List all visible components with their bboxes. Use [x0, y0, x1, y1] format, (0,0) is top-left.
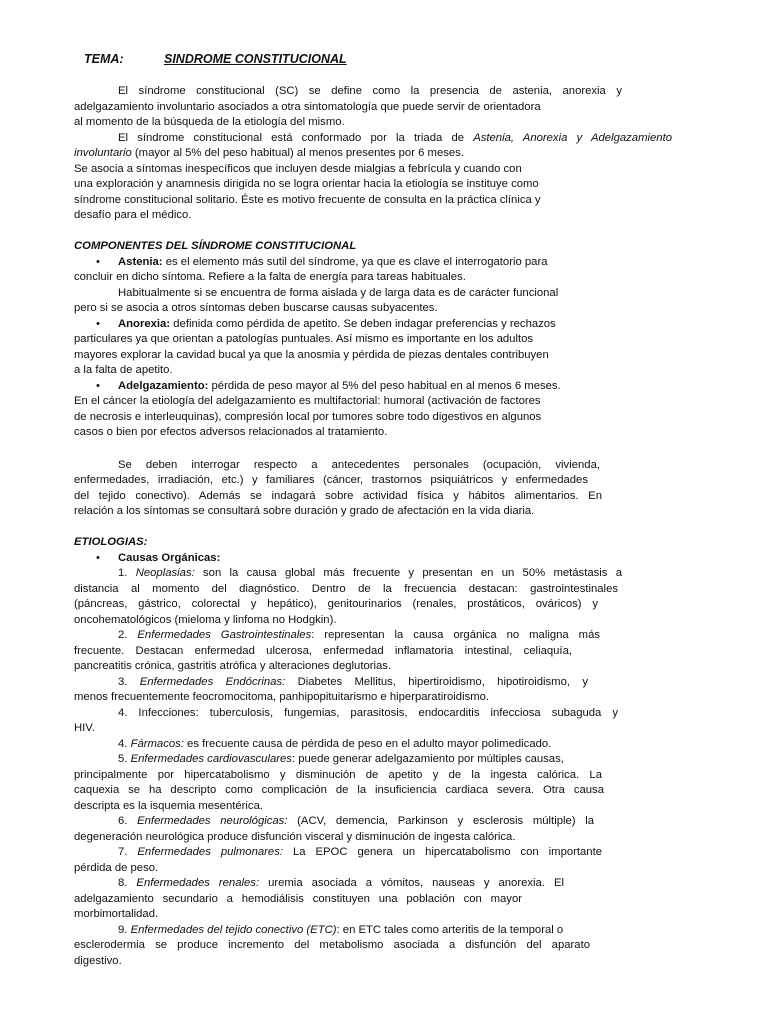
etiology-line: 9. Enfermedades del tejido conectivo (ETC): en ETC tales como arteritis de la temporal o: [118, 924, 564, 936]
intro-line: desafío para el médico.: [74, 209, 192, 221]
etiology-line: 6. Enfermedades neurológicas: (ACV, demencia, Parkinson y esclerosis múltiple) la: [118, 815, 594, 827]
etiology-line: 4. Infecciones: tuberculosis, fungemias, parasitosis, endocarditis infecciosa subaguda y: [118, 707, 618, 719]
interrogatorio-line: enfermedades, irradiación, etc.) y familiares (cáncer, trastornos psiquiátricos y enfermedades: [74, 474, 588, 486]
interrogatorio-line: Se deben interrogar respecto a antecedentes personales (ocupación, vivienda,: [118, 459, 600, 471]
bullet: •: [96, 256, 100, 268]
anorexia-line: Anorexia: definida como pérdida de apetito. Se deben indagar preferencias y rechazos: [118, 318, 556, 330]
etiology-line: 5. Enfermedades cardiovasculares: puede generar adelgazamiento por múltiples causas,: [118, 753, 564, 765]
anorexia-line: particulares ya que orientan a patologías puntuales. Así mismo es importante en los adultos: [74, 333, 534, 345]
etiology-line: pérdida de peso.: [74, 862, 159, 874]
intro-line: una exploración y anamnesis dirigida no se logra orientar hacia la etiología se instituye como: [74, 178, 539, 190]
astenia-line: pero si se asocia a otros síntomas deben buscarse causas subyacentes.: [74, 302, 438, 314]
etiology-line: 2. Enfermedades Gastrointestinales: representan la causa orgánica no maligna más: [118, 629, 600, 641]
etiology-line: 1. Neoplasias: son la causa global más frecuente y presentan en un 50% metástasis a: [118, 567, 622, 579]
intro-line: Se asocia a síntomas inespecíficos que incluyen desde mialgias a febrícula y cuando con: [74, 163, 522, 175]
organic-causes-heading: Causas Orgánicas:: [118, 552, 221, 564]
etiology-line: pancreatitis crónica, gastritis atrófica y alteraciones deglutorias.: [74, 660, 392, 672]
interrogatorio-line: relación a los síntomas se consultará sobre duración y grado de afectación en la vida diaria.: [74, 505, 535, 517]
etiology-line: 3. Enfermedades Endócrinas: Diabetes Mellitus, hipertiroidismo, hipotiroidismo, y: [118, 676, 588, 688]
intro-line: El síndrome constitucional (SC) se define como la presencia de astenia, anorexia y: [118, 85, 622, 97]
intro-line: síndrome constitucional solitario. Éste es motivo frecuente de consulta en la práctica clínica y: [74, 194, 541, 206]
etiology-line: frecuente. Destacan enfermedad ulcerosa, enfermedad inflamatoria intestinal, celiaquía,: [74, 645, 572, 657]
etiology-line: principalmente por hipercatabolismo y disminución de apetito y de la ingesta calórica. La: [74, 769, 602, 781]
adelgazamiento-line: casos o bien por efectos adversos relacionados al tratamiento.: [74, 426, 388, 438]
etiology-line: morbimortalidad.: [74, 908, 159, 920]
bullet: •: [96, 318, 100, 330]
anorexia-line: a la falta de apetito.: [74, 364, 173, 376]
intro-line: involuntario (mayor al 5% del peso habitual) al menos presentes por 6 meses.: [74, 147, 464, 159]
astenia-line: Habitualmente si se encuentra de forma aislada y de larga data es de carácter funcional: [118, 287, 559, 299]
etiology-line: menos frecuentemente feocromocitoma, panhipopituitarismo e hiperparatiroidismo.: [74, 691, 490, 703]
bullet: •: [96, 380, 100, 392]
etiology-line: adelgazamiento secundario a hemodiálisis constituyen una población con mayor: [74, 893, 522, 905]
etiology-line: 8. Enfermedades renales: uremia asociada a vómitos, nauseas y anorexia. El: [118, 877, 564, 889]
etiology-line: 7. Enfermedades pulmonares: La EPOC genera un hipercatabolismo con importante: [118, 846, 602, 858]
etiology-line: digestivo.: [74, 955, 122, 967]
etiology-line: esclerodermia se produce incremento del metabolismo asociada a disfunción del aparato: [74, 939, 590, 951]
adelgazamiento-line: de necrosis e interleuquinas), compresión local por tumores sobre todo digestivos en algunos: [74, 411, 542, 423]
etiology-line: distancia al momento del diagnóstico. Dentro de la frecuencia destacan: gastrointestinales: [74, 583, 618, 595]
etiology-line: caquexia se ha descripto como complicación de la insuficiencia cardiaca severa. Otra causa: [74, 784, 604, 796]
etiology-line: 4. Fármacos: es frecuente causa de pérdida de peso en el adulto mayor polimedicado.: [118, 738, 552, 750]
interrogatorio-line: del tejido conectivo). Además se indagará sobre actividad física y hábitos alimentarios. En: [74, 490, 602, 502]
astenia-line: Astenia: es el elemento más sutil del síndrome, ya que es clave el interrogatorio para: [118, 256, 548, 268]
adelgazamiento-line: Adelgazamiento: pérdida de peso mayor al 5% del peso habitual en al menos 6 meses.: [118, 380, 561, 392]
etiology-line: HIV.: [74, 722, 95, 734]
intro-line: adelgazamiento involuntario asociados a otra sintomatología que puede servir de orientadora: [74, 101, 541, 113]
bullet: •: [96, 552, 100, 564]
etiology-line: (páncreas, gástrico, colorectal y hepático), genitourinarios (renales, prostáticos, ováricos) y: [74, 598, 598, 610]
adelgazamiento-line: En el cáncer la etiología del adelgazamiento es multifactorial: humoral (activación de factores: [74, 395, 541, 407]
etiology-line: degeneración neurológica produce disfunción visceral y disminución de ingesta calórica.: [74, 831, 516, 843]
etiology-line: oncohematológicos (mieloma y linfoma no Hodgkin).: [74, 614, 337, 626]
section-heading: ETIOLOGIAS:: [74, 536, 148, 548]
document-title: SINDROME CONSTITUCIONAL: [164, 52, 347, 66]
intro-line: El síndrome constitucional está conformado por la triada de Astenia, Anorexia y Adelgazamiento: [118, 132, 672, 144]
astenia-line: concluir en dicho síntoma. Refiere a la falta de energía para tareas habituales.: [74, 271, 466, 283]
etiology-line: descripta es la isquemia mesentérica.: [74, 800, 263, 812]
intro-line: al momento de la búsqueda de la etiología del mismo.: [74, 116, 345, 128]
topic-label: TEMA:: [84, 52, 124, 66]
anorexia-line: mayores explorar la cavidad bucal ya que la anosmia y pérdida de piezas dentales contribuyen: [74, 349, 549, 361]
section-heading: COMPONENTES DEL SÍNDROME CONSTITUCIONAL: [74, 240, 357, 252]
